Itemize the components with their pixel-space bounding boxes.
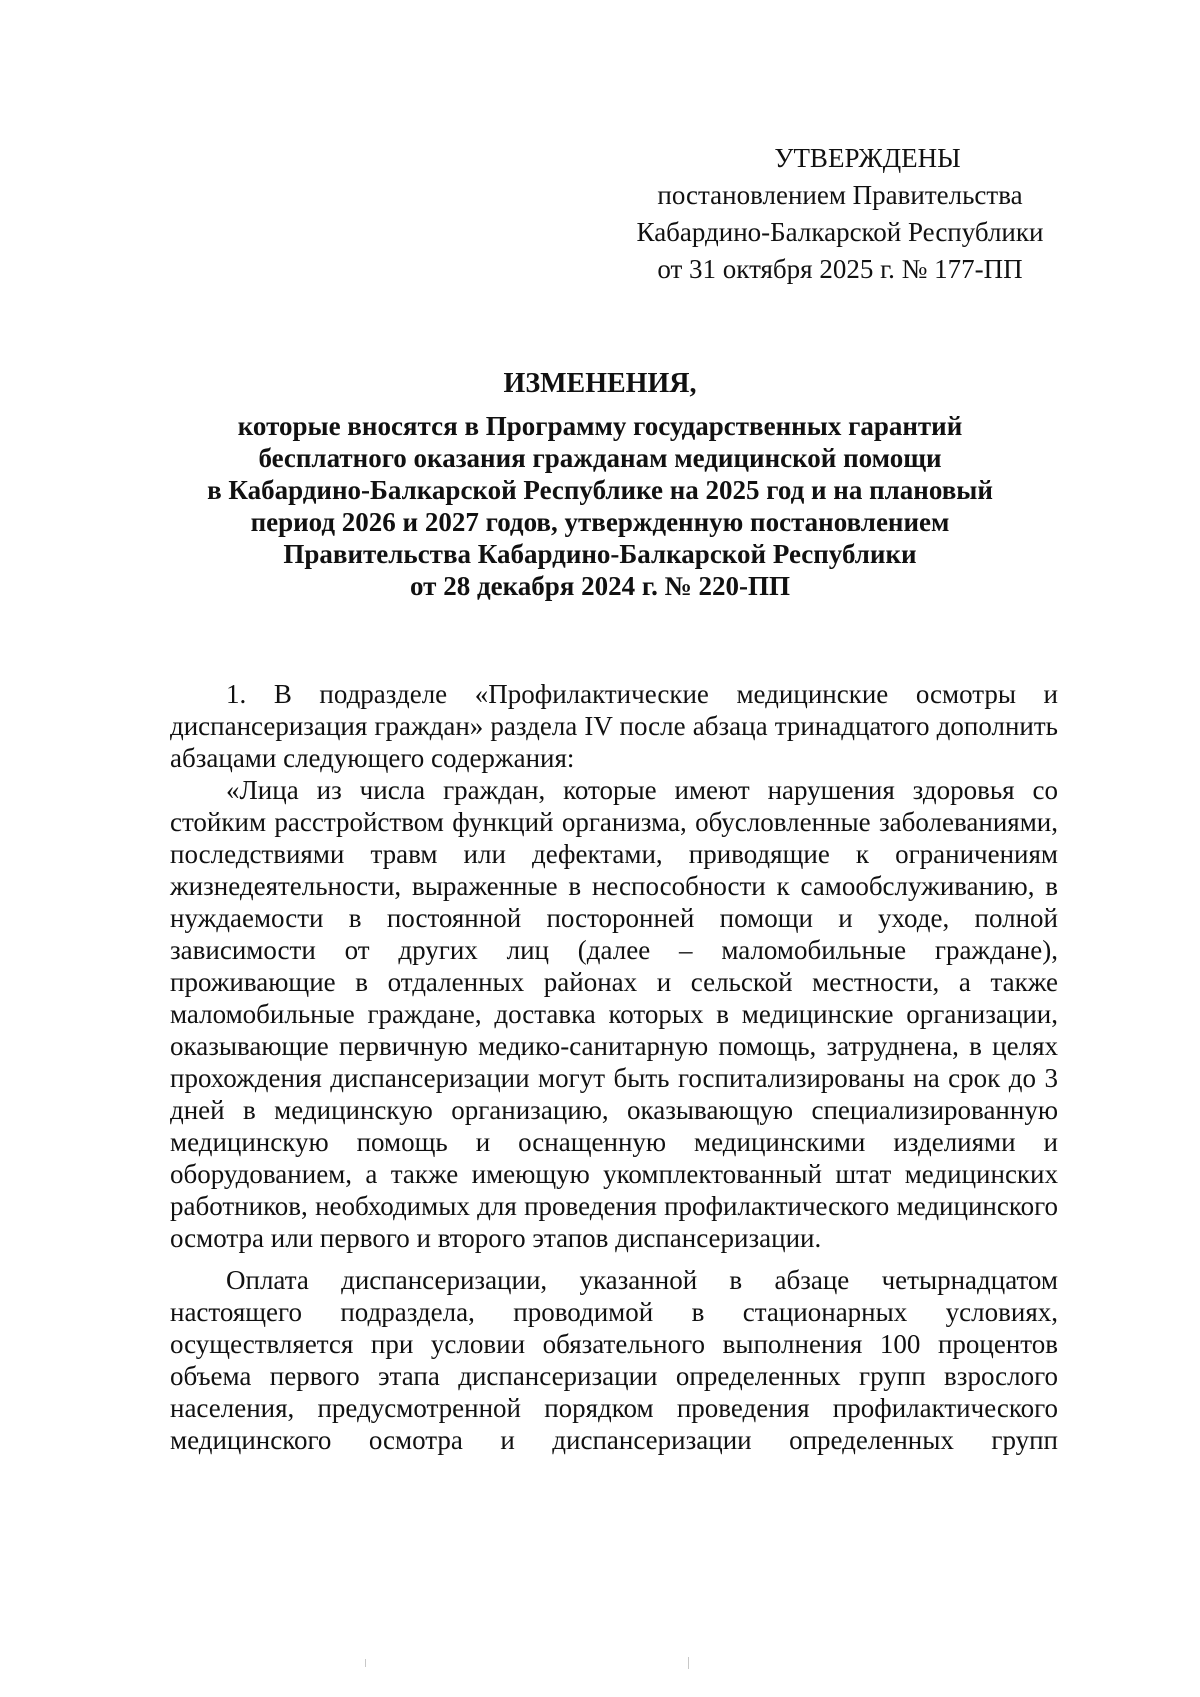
approval-stamp-block: [600, 140, 1080, 288]
heading-line: период 2026 и 2027 годов, утвержденную постановлением: [250, 507, 950, 537]
scan-marks: [0, 1657, 1200, 1697]
approval-line-resolution: постановлением Правительства: [657, 180, 1023, 210]
heading-line: бесплатного оказания гражданам медицинской помощи: [258, 443, 942, 473]
document-body: [170, 678, 1058, 1456]
body-paragraph-3: Оплата диспансеризации, указанной в абзаце четырнадцатом настоящего подраздела, проводимой в стационарных условиях, осуществляется при условии обязательного выполнения 100 процентов объема первого этапа диспансеризации определенных групп взрослого населения, предусмотренной порядком проведения профилактического медицинского осмотра и диспансеризации определенных групп: [170, 1265, 1058, 1455]
scan-mark: [688, 1657, 689, 1669]
heading-line: в Кабардино-Балкарской Республике на 2025 год и на плановый: [207, 475, 993, 505]
approval-line-republic: Кабардино-Балкарской Республики: [636, 217, 1044, 247]
scan-mark: [365, 1659, 366, 1667]
heading-title: ИЗМЕНЕНИЯ,: [503, 368, 697, 399]
approval-title: УТВЕРЖДЕНЫ: [774, 143, 961, 173]
approval-line-date-number: от 31 октября 2025 г. № 177-ПП: [657, 254, 1023, 284]
document-heading: [170, 368, 1030, 602]
heading-line: Правительства Кабардино-Балкарской Республики: [283, 539, 917, 569]
heading-line: которые вносятся в Программу государственных гарантий: [237, 411, 963, 441]
body-paragraph-1: 1. В подразделе «Профилактические медицинские осмотры и диспансеризация граждан» раздела IV после абзаца тринадцатого дополнить абзацами следующего содержания:: [170, 679, 1058, 773]
body-paragraph-2: «Лица из числа граждан, которые имеют нарушения здоровья со стойким расстройством функций организма, обусловленные заболеваниями, последствиями травм или дефектами, приводящие к ограничениям жизнедеятельности, выраженные в неспособности к самообслуживанию, в нуждаемости в постоянной посторонней помощи и уходе, полной зависимости от других лиц (далее – маломобильные граждане), проживающие в отдаленных районах и сельской местности, а также маломобильные граждане, доставка которых в медицинские организации, оказывающие первичную медико-санитарную помощь, затруднена, в целях прохождения диспансеризации могут быть госпитализированы на срок до 3 дней в медицинскую организацию, оказывающую специализированную медицинскую помощь и оснащенную медицинскими изделиями и оборудованием, а также имеющую укомплектованный штат медицинских работников, необходимых для проведения профилактического медицинского осмотра или первого и второго этапов диспансеризации.: [170, 775, 1058, 1253]
heading-line: от 28 декабря 2024 г. № 220-ПП: [410, 571, 790, 601]
